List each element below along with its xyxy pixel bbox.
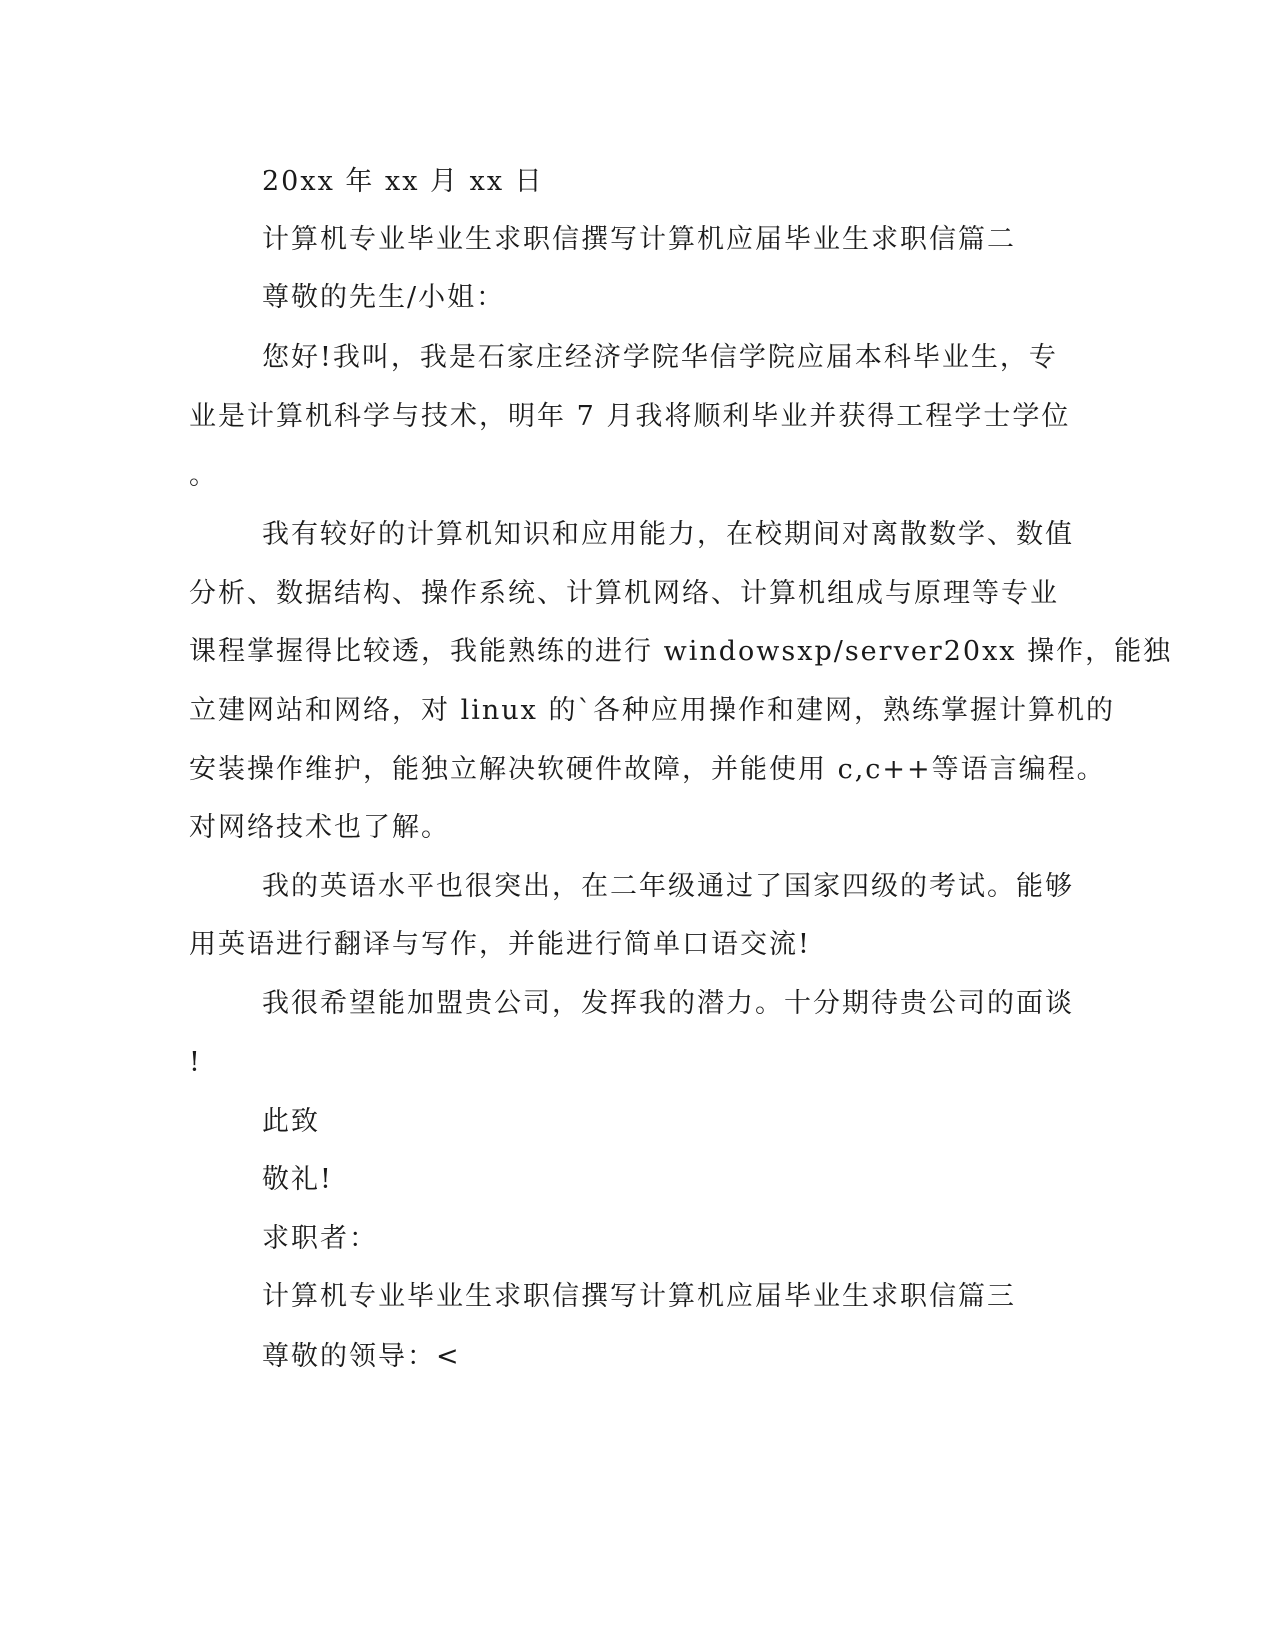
paragraph-line: 安装操作维护，能独立解决软硬件故障，并能使用 c,c++等语言编程。 [189, 754, 1106, 785]
paragraph-line: 。 [189, 460, 218, 491]
closing-line: 敬礼! [262, 1164, 333, 1195]
paragraph-line: 我有较好的计算机知识和应用能力，在校期间对离散数学、数值 [262, 519, 1074, 550]
section-heading: 计算机专业毕业生求职信撰写计算机应届毕业生求职信篇二 [262, 224, 1016, 255]
closing-line: 此致 [262, 1106, 320, 1137]
signature-label: 求职者： [262, 1223, 378, 1254]
paragraph-line: 业是计算机科学与技术，明年 7 月我将顺利毕业并获得工程学士学位 [189, 401, 1071, 432]
paragraph-line: ! [189, 1047, 202, 1078]
salutation: 尊敬的领导：< [262, 1341, 461, 1372]
paragraph-line: 用英语进行翻译与写作，并能进行简单口语交流! [189, 929, 811, 960]
paragraph-line: 我很希望能加盟贵公司，发挥我的潜力。十分期待贵公司的面谈 [262, 988, 1074, 1019]
paragraph-line: 课程掌握得比较透，我能熟练的进行 windowsxp/server20xx 操作，能独 [189, 636, 1173, 667]
salutation: 尊敬的先生/小姐： [262, 282, 506, 313]
paragraph-line: 对网络技术也了解。 [189, 812, 450, 843]
section-heading: 计算机专业毕业生求职信撰写计算机应届毕业生求职信篇三 [262, 1281, 1016, 1312]
paragraph-line: 我的英语水平也很突出，在二年级通过了国家四级的考试。能够 [262, 871, 1074, 902]
date-line: 20xx 年 xx 月 xx 日 [262, 166, 544, 197]
paragraph-line: 分析、数据结构、操作系统、计算机网络、计算机组成与原理等专业 [189, 578, 1059, 609]
paragraph-line: 立建网站和网络，对 linux 的`各种应用操作和建网，熟练掌握计算机的 [189, 695, 1115, 726]
paragraph-line: 您好!我叫，我是石家庄经济学院华信学院应届本科毕业生，专 [262, 342, 1058, 373]
